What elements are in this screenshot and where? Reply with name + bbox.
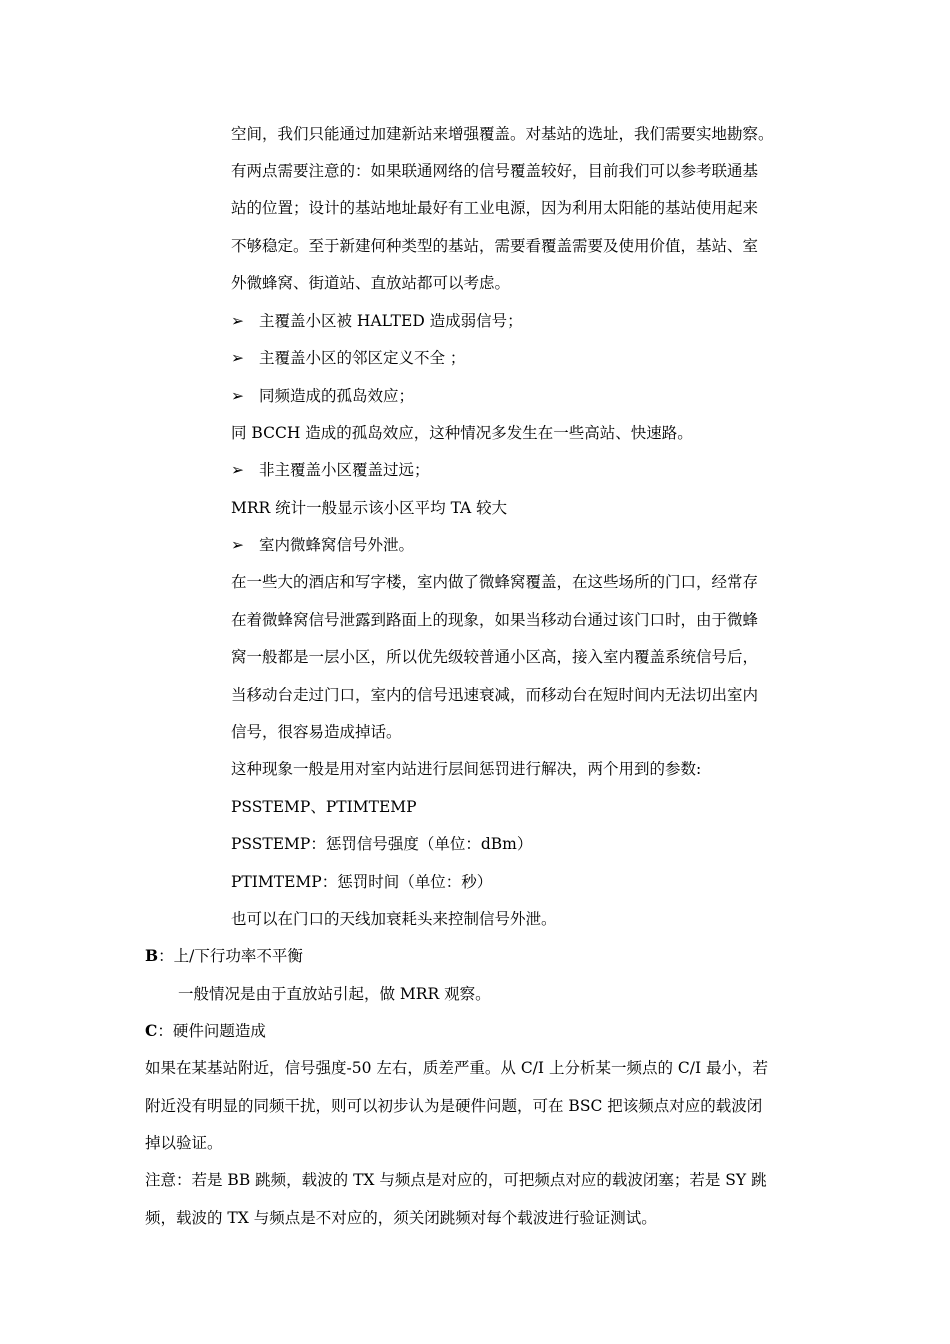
antenna-note: 也可以在门口的天线加衰耗头来控制信号外泄。 — [231, 910, 557, 928]
bullet-text: 主覆盖小区被 HALTED 造成弱信号； — [259, 312, 523, 330]
section-c-heading — [145, 1021, 266, 1041]
bullet-text: 室内微蜂窝信号外泄。 — [259, 536, 415, 554]
para3-line-2: 附近没有明显的同频干扰，则可以初步认为是硬件问题，可在 BSC 把该频点对应的载波闭 — [145, 1097, 763, 1115]
bullet-text: 主覆盖小区的邻区定义不全 ； — [259, 349, 466, 367]
solve-note: 这种现象一般是用对室内站进行层间惩罚进行解决，两个用到的参数: — [231, 760, 702, 778]
psstemp-line: PSSTEMP：惩罚信号强度（单位：dBm） — [231, 835, 533, 853]
bcch-note: 同 BCCH 造成的孤岛效应，这种情况多发生在一些高站、快速路。 — [231, 424, 693, 442]
para1-line-5: 外微蜂窝、街道站、直放站都可以考虑。 — [231, 274, 511, 292]
mrr-note: MRR 统计一般显示该小区平均 TA 较大 — [231, 499, 508, 517]
section-b-letter: B — [145, 946, 159, 965]
para1-line-1: 空间，我们只能通过加建新站来增强覆盖。对基站的选址，我们需要实地勘察。 — [231, 125, 774, 143]
arrow-bullet-icon: ➢ — [231, 349, 244, 367]
arrow-bullet-icon: ➢ — [231, 387, 244, 405]
arrow-bullet-icon: ➢ — [231, 461, 244, 479]
para1-line-4: 不够稳定。至于新建何种类型的基站，需要看覆盖需要及使用价值，基站、室 — [231, 237, 759, 255]
params-line: PSSTEMP、PTIMTEMP — [231, 798, 417, 816]
para2-line-4: 当移动台走过门口，室内的信号迅速衰减，而移动台在短时间内无法切出室内 — [231, 686, 759, 704]
bullet-item-leakage — [231, 535, 414, 555]
para1-line-3: 站的位置；设计的基站地址最好有工业电源，因为利用太阳能的基站使用起来 — [231, 199, 759, 217]
para4-line-2: 频，载波的 TX 与频点是不对应的，须关闭跳频对每个载波进行验证测试。 — [145, 1209, 657, 1227]
bullet-item-overshoot — [231, 460, 430, 480]
section-b-heading — [145, 946, 303, 966]
arrow-bullet-icon: ➢ — [231, 536, 244, 554]
bullet-item-neighbor — [231, 348, 465, 368]
bullet-item-island — [231, 386, 414, 406]
para3-line-1: 如果在某基站附近，信号强度-50 左右，质差严重。从 C/I 上分析某一频点的 C/I 最小，若 — [145, 1059, 769, 1077]
para3-line-3: 掉以验证。 — [145, 1134, 223, 1152]
para2-line-5: 信号，很容易造成掉话。 — [231, 723, 402, 741]
bullet-item-halted — [231, 311, 523, 331]
section-b-body: 一般情况是由于直放站引起，做 MRR 观察。 — [178, 985, 491, 1003]
section-b-title: ：上/下行功率不平衡 — [158, 947, 303, 965]
bullet-text: 同频造成的孤岛效应； — [259, 387, 415, 405]
para2-line-1: 在一些大的酒店和写字楼，室内做了微蜂窝覆盖，在这些场所的门口，经常存 — [231, 573, 759, 591]
ptimtemp-line: PTIMTEMP：惩罚时间（单位：秒） — [231, 873, 493, 891]
para2-line-3: 窝一般都是一层小区，所以优先级较普通小区高，接入室内覆盖系统信号后， — [231, 648, 759, 666]
para1-line-2: 有两点需要注意的：如果联通网络的信号覆盖较好，目前我们可以参考联通基 — [231, 162, 759, 180]
section-c-letter: C — [145, 1021, 158, 1040]
para2-line-2: 在着微蜂窝信号泄露到路面上的现象，如果当移动台通过该门口时，由于微蜂 — [231, 611, 759, 629]
section-c-title: ：硬件问题造成 — [157, 1022, 266, 1040]
arrow-bullet-icon: ➢ — [231, 312, 244, 330]
bullet-text: 非主覆盖小区覆盖过远； — [259, 461, 430, 479]
para4-line-1: 注意：若是 BB 跳频，载波的 TX 与频点是对应的，可把频点对应的载波闭塞；若是 SY 跳 — [145, 1171, 767, 1189]
